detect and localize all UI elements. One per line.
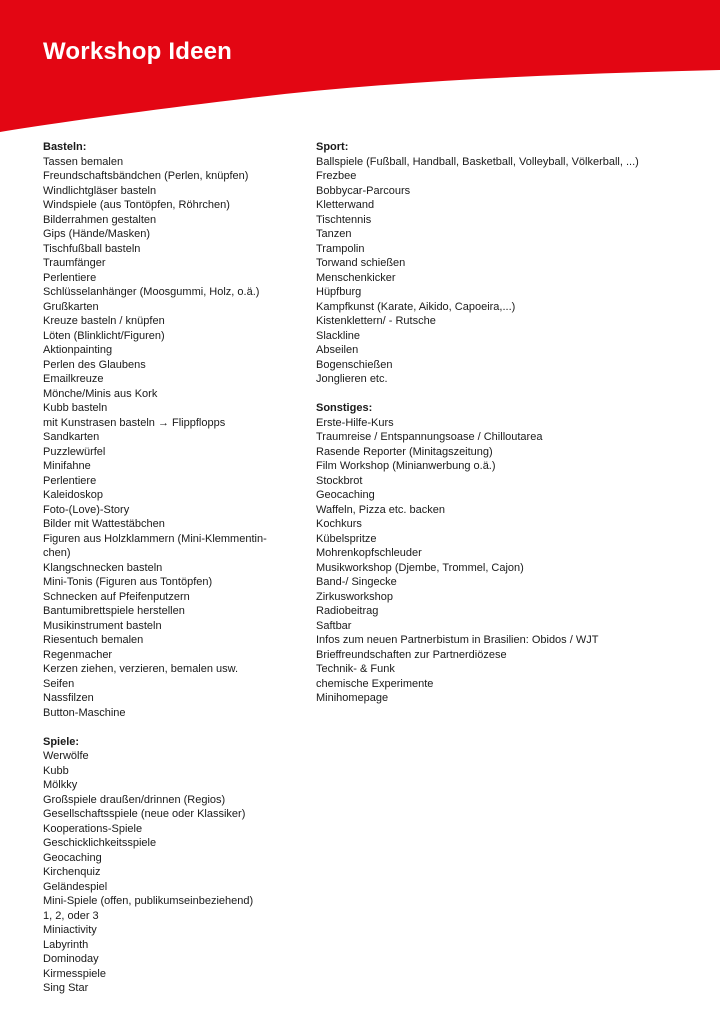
list-item: Tassen bemalen [43, 155, 124, 168]
right-column [316, 140, 686, 720]
header-banner [0, 0, 720, 140]
list-item: Trampolin [316, 242, 365, 255]
section-heading: Basteln: [43, 141, 87, 153]
list-item: Kooperations-Spiele [43, 822, 143, 835]
list-item: Geocaching [43, 851, 102, 864]
list-item: Miniactivity [43, 924, 97, 936]
list-item: Sing Star [43, 982, 89, 994]
list-item: Bilderrahmen gestalten [43, 213, 157, 226]
list-item: Windlichtgläser basteln [43, 184, 157, 197]
list-item: Klangschnecken basteln [43, 561, 163, 574]
list-item: Abseilen [316, 344, 359, 356]
list-item: Jonglieren etc. [316, 373, 388, 385]
list-item: Kübelspritze [316, 532, 377, 545]
list-item: Sandkarten [43, 431, 100, 443]
list-item: Technik- & Funk [316, 663, 395, 675]
list-item: Bilder mit Wattestäbchen [43, 518, 165, 530]
list-item: Musikinstrument basteln [43, 619, 162, 632]
list-item: Tanzen [316, 228, 352, 240]
list-item: Gips (Hände/Masken) [43, 228, 150, 240]
list-item: Windspiele (aus Tontöpfen, Röhrchen) [43, 199, 230, 211]
list-item: Kaleidoskop [43, 489, 103, 501]
list-item: Saftbar [316, 619, 352, 632]
section-heading: Sonstiges: [316, 402, 373, 414]
list-item: Kubb basteln [43, 402, 108, 414]
list-item: Großspiele draußen/drinnen (Regios) [43, 793, 226, 806]
list-item: Button-Maschine [43, 706, 126, 719]
list-item: Kirmesspiele [43, 967, 106, 980]
list-item: Zirkusworkshop [316, 590, 394, 603]
list-item: Brieffreundschaften zur Partnerdiözese [316, 648, 507, 661]
section [43, 735, 293, 996]
list-item: Geschicklichkeitsspiele [43, 837, 157, 849]
header-banner-shape [0, 0, 720, 140]
list-item: Traumreise / Entspannungsoase / Chilloutarea [316, 431, 543, 443]
list-item: Hüpfburg [316, 286, 362, 298]
list-item: 1, 2, oder 3 [43, 909, 99, 922]
section [43, 140, 293, 720]
list-item: Tischtennis [316, 213, 372, 226]
list-item: Mini-Tonis (Figuren aus Tontöpfen) [43, 576, 213, 588]
section-heading: Sport: [316, 141, 349, 153]
list-item: Regenmacher [43, 648, 113, 661]
list-item: Perlentiere [43, 271, 97, 284]
list-item: Minihomepage [316, 692, 389, 704]
list-item: Kerzen ziehen, verzieren, bemalen usw. [43, 663, 239, 675]
list-item: Werwölfe [43, 750, 89, 762]
list-item: Puzzlewürfel [43, 445, 106, 458]
list-item: Gesellschaftsspiele (neue oder Klassiker) [43, 808, 246, 820]
list-item: Minifahne [43, 460, 91, 472]
list-item: Bantumibrettspiele herstellen [43, 605, 185, 617]
list-item: Freundschaftsbändchen (Perlen, knüpfen) [43, 170, 249, 182]
list-item: Geländespiel [43, 880, 108, 893]
list-item: Foto-(Love)-Story [43, 503, 130, 516]
list-item: Rasende Reporter (Minitagszeitung) [316, 445, 493, 458]
list-item: Perlen des Glaubens [43, 358, 146, 371]
section [316, 401, 686, 706]
list-item: Kampfkunst (Karate, Aikido, Capoeira,...) [316, 300, 516, 313]
list-item: Aktionpainting [43, 344, 113, 356]
list-item: Geocaching [316, 489, 375, 501]
list-item: Löten (Blinklicht/Figuren) [43, 329, 165, 342]
list-item: Kistenklettern/ - Rutsche [316, 315, 436, 327]
list-item: Mönche/Minis aus Kork [43, 387, 158, 400]
left-column [43, 140, 293, 1010]
list-item: Bobbycar-Parcours [316, 184, 411, 197]
section-heading: Spiele: [43, 735, 80, 748]
list-item: Kochkurs [316, 518, 362, 530]
list-item: Mohrenkopfschleuder [316, 547, 422, 559]
list-item: Figuren aus Holzklammern (Mini-Klemmentin-chen) [43, 532, 267, 559]
list-item: Waffeln, Pizza etc. backen [316, 503, 446, 516]
list-item: Perlentiere [43, 474, 97, 487]
list-item: Menschenkicker [316, 271, 396, 284]
page-title: Workshop Ideen [43, 38, 233, 65]
list-item: Schnecken auf Pfeifenputzern [43, 590, 190, 603]
list-item: Film Workshop (Minianwerbung o.ä.) [316, 460, 496, 472]
list-item: Riesentuch bemalen [43, 634, 144, 646]
list-item: Bogenschießen [316, 358, 393, 371]
list-item: chemische Experimente [316, 677, 434, 690]
list-item: Mini-Spiele (offen, publikumseinbeziehend) [43, 895, 254, 907]
list-item: Seifen [43, 677, 75, 690]
list-item: Kubb [43, 764, 69, 777]
list-item: Mölkky [43, 779, 78, 791]
list-item: Kirchenquiz [43, 866, 101, 878]
list-item: Dominoday [43, 953, 99, 965]
list-item: Grußkarten [43, 300, 99, 313]
list-item: Frezbee [316, 170, 357, 182]
list-item: Kletterwand [316, 199, 375, 211]
list-item: Traumfänger [43, 257, 106, 269]
list-item: Nassfilzen [43, 692, 94, 704]
list-item: mit Kunstrasen basteln → Flippflopps [43, 416, 226, 429]
list-item: Infos zum neuen Partnerbistum in Brasilien: Obidos / WJT [316, 634, 599, 646]
list-item: Emailkreuze [43, 373, 104, 385]
list-item: Schlüsselanhänger (Moosgummi, Holz, o.ä.) [43, 286, 260, 298]
section [316, 140, 686, 387]
list-item: Stockbrot [316, 474, 363, 487]
list-item: Ballspiele (Fußball, Handball, Basketball, Volleyball, Völkerball, ...) [316, 155, 639, 168]
list-item: Radiobeitrag [316, 605, 379, 617]
list-item: Kreuze basteln / knüpfen [43, 315, 165, 327]
list-item: Erste-Hilfe-Kurs [316, 416, 394, 429]
list-item: Torwand schießen [316, 257, 406, 269]
list-item: Band-/ Singecke [316, 576, 397, 588]
list-item: Musikworkshop (Djembe, Trommel, Cajon) [316, 561, 524, 574]
list-item: Tischfußball basteln [43, 242, 141, 255]
list-item: Slackline [316, 329, 361, 342]
list-item: Labyrinth [43, 938, 89, 951]
